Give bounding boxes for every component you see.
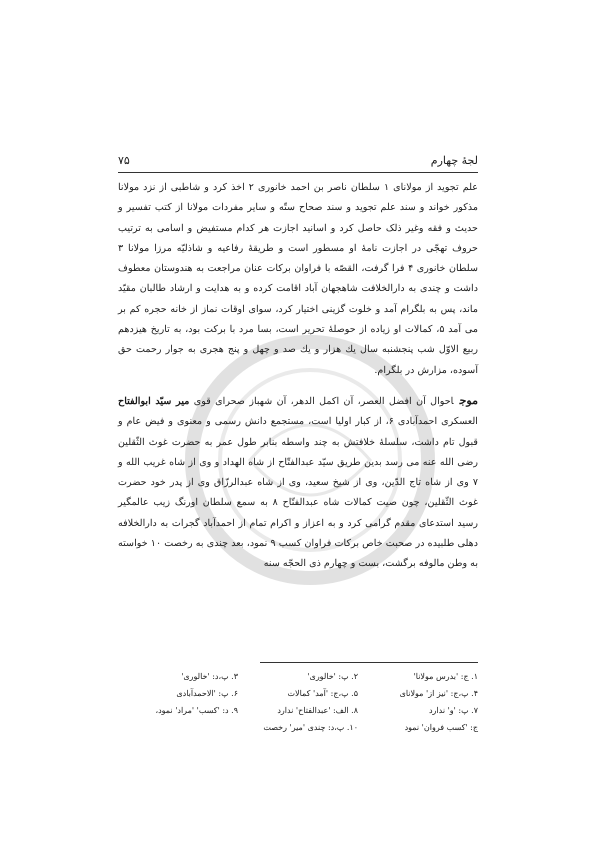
footnote-3: ۳. پ،د: 'خالوری' xyxy=(181,672,238,681)
paragraph-2-body: العسکری احمدآبادی ۶، از کبار اولیا است، مستجمع دانش رسمی و معنوی و فیض عام و قبول تام داشت، سلسلۀ خلافتش به چند واسطه بنابر طول عمر به حضرت غوث الثّقلین رضی الله عنه می رسد بدین طریق سیّد عبدالفتّاح از شاه الهداد و وی از شاه غریب الله و ۷ وی از شاه تاج الدّین، وی از شیخ سعید، وی از شاه عبدالرزّاق وی از پدر خود حضرت غوث الثّقلین، چون صیت کمالات شاه عبدالفتّاح ۸ به سمع سلطان اورنگ زیب عالمگیر رسید استدعای مقدم گرامی کرد و به اعزاز و اکرام تمام از احمدآباد گجرات به دارالخلافه دهلی طلبیده در صحبت خاص برکات فراوان کسب ۹ نمود، بعد چندی به رخصت ۱۰ خواسته به وطن مالوفه برگشت، بست و چهارم ذی الحجّه سنه xyxy=(118,416,478,570)
footnotes xyxy=(118,668,478,736)
footnote-9: ۹. د: 'کسب' 'مراد' نمود، xyxy=(155,706,238,715)
main-text xyxy=(118,178,478,575)
footnote-9b: ج: 'کسب فروان' نمود xyxy=(404,723,478,732)
footnote-row xyxy=(118,668,478,685)
page-header xyxy=(118,150,478,170)
person-name: میر سیّد ابوالفتاح xyxy=(118,395,190,407)
footnote-6: ۶. پ: 'الاحمدآبادی xyxy=(176,689,238,698)
header-rule xyxy=(118,172,478,173)
footnote-row xyxy=(118,685,478,702)
footnote-1: ۱. ج: 'بدرس مولانا' xyxy=(413,672,478,681)
footnote-row xyxy=(118,719,478,736)
footnote-row xyxy=(118,702,478,719)
footnote-7: ۷. پ: 'و' ندارد xyxy=(428,706,478,715)
section-keyword: موج xyxy=(459,393,478,407)
paragraph-2-intro: احوال آن افضل العصر، آن اکمل الدهر، آن شهباز صحرای قوی xyxy=(193,395,454,407)
footnote-2: ۲. پ: 'خالوری' xyxy=(307,672,358,681)
footnote-8: ۸. الف: 'عبدالفتاح' ندارد xyxy=(277,706,358,715)
footnote-rule xyxy=(260,662,478,663)
footnote-10: ۱۰. پ،د: چندی 'میر' رخصت xyxy=(263,723,358,732)
paragraph-1: علم تجوید از مولانای ۱ سلطان ناصر بن احمد خانوری ۲ اخذ کرد و شاطبی از نزد مولانا مذکور خواند و سند علم تجوید و سند صحاح ستّه و سایر مفردات مولانا از کتب تفسیر و حدیث و فقه وغیر ذلک حاصل کرد و اسانید اجازت هر کدام مستفیض و اسامی به ترتیب حروف تهجّی در اجازت نامۀ او مسطور است و طریقۀ رفاعیه و شاذلیّه مرزا مولانا ۳ سلطان خانوری ۴ فرا گرفت، القصّه با فراوان برکات عنان مراجعت به هندوستان معطوف داشت و چندی به دارالخلافت شاهجهان آباد اقامت کرده و به هدایت و ارشاد طالبان مقیّد ماند، پس به بلگرام آمد و خلوت گزینی اختیار کرد، سوای اوقات نماز از خانه حجره کم بر می آمد ۵، کمالات او زیاده از حوصلۀ تحریر است، بسا مرد با برکت بود، به تاریخ هیزدهم ربیع الاوّل شب پنجشنبه سال یك هزار و یك صد و چهل و پنج هجری به جوار رحمت حق آسوده، مزارش در بلگرام. xyxy=(118,182,479,376)
footnote-4: ۴. پ،ج: 'نیز از' مولانای xyxy=(399,689,478,698)
paragraph-2 xyxy=(118,391,478,575)
chapter-title: لجۀ چهارم xyxy=(430,153,478,167)
footnote-5: ۵. پ،ج: 'آمد' کمالات xyxy=(287,689,358,698)
page-number: ۷۵ xyxy=(118,153,130,167)
